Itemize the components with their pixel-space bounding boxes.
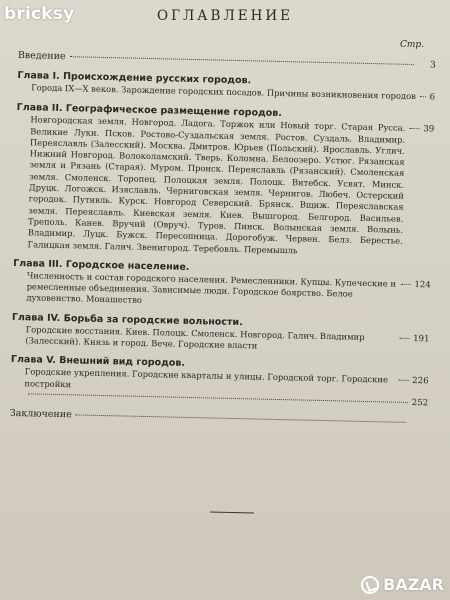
chapter-heading-4: Глава IV. Борьба за городские вольности. [11,311,243,328]
toc-page-number: 124 [414,279,431,291]
check-circle-icon [361,576,379,594]
chapter-heading-3: Глава III. Городское население. [13,257,190,273]
toc-entry-label: Введение [17,50,66,63]
dot-leader [400,284,410,285]
chapter-text: Городские укрепления. Городские кварталы и улицы. Городской торг. Городские постройки [24,366,389,389]
chapter-heading-1: Глава I. Происхождение русских городов. [17,69,252,87]
table-of-contents [10,50,436,430]
watermark-logo-top: bricksy [4,4,75,24]
page-column-label: Стр. [399,40,424,50]
dot-leader [399,337,409,338]
toc-page-number: 226 [412,376,429,387]
dot-leader [76,415,406,423]
toc-entry-conclusion [10,408,428,429]
chapter-text: Городские восстания. Киев. Полоцк. Смоленск. Новгород. Галич. Владимир (Залесский). Князь и город. Вече. Городские власти [25,323,365,351]
chapter-heading-5: Глава V. Внешний вид городов. [10,354,186,370]
toc-page-number: 191 [413,333,430,345]
dot-leader [409,128,419,129]
chapter-text: Новгородская земля. Новгород. Ладога. Торжок или Новый торг. Старая Русса. Великие Луки. Псков. Ростово-Суздальская земля. Ростов. Суздаль. Владимир. Переяславль (Залесский). Москва. Дмитров. Юрьев (Польский). Ярославль. Углич. Нижний Новгород. Волоколамский. Тверь. Коломна. Белоозеро. Устюг. Рязанская земля и Рязань (Старая). Муром. Пронск. Переяславль (Рязанский). Смоленская земля. Смоленск. Торопец. Полоцкая земля. Полоцк. Витебск. Усвят. Минск. Друцк. Логожск. Изяславль. Черниговская земля. Чернигов. Любеч. Остерский городок. Путивль. Курск. Новгород Северский. Брянск. Вщиж. Переяславская земля. Переяславль. Киевская земля. Киев. Вышгород. Белгород. Васильев. Треполь. Канев. Вручий (Овруч). Туров. Пинск. Волынская земля. Волынь. Владимир. Луцк. Бужск. Пересопница. Дорогобуж. Червен. Белз. Берестье. Галицкая земля. Галич. Звенигород. Теребовль. Перемышль [27,114,406,255]
toc-page-number: 252 [411,397,429,409]
chapter-summary-2 [13,114,434,259]
chapter-text: Города IX—X веков. Зарождение городских посадов. Причины возникновения городов [31,82,417,102]
watermark-logo-bottom [361,575,444,594]
dot-leader [70,56,414,65]
chapter-heading-2: Глава II. Географическое размещение городов. [16,102,282,120]
toc-entry-label: Заключение [9,408,72,421]
toc-entry-intro [18,50,436,71]
toc-page-number: 3 [429,60,436,71]
chapter-text: Численность и состав городского населения. Ремесленники. Купцы. Купеческие и ремесленные объединения. Зависимые люди. Городское боярство. Белое духовенство. Монашество [26,270,397,306]
dot-leader [420,96,426,97]
dot-leader [398,380,408,381]
toc-page-number: 39 [423,124,435,135]
page-title: ОГЛАВЛЕНИЕ [157,8,293,24]
watermark-text: BAZAR [383,575,444,594]
toc-page-number: 6 [429,92,436,103]
section-divider [210,512,254,514]
